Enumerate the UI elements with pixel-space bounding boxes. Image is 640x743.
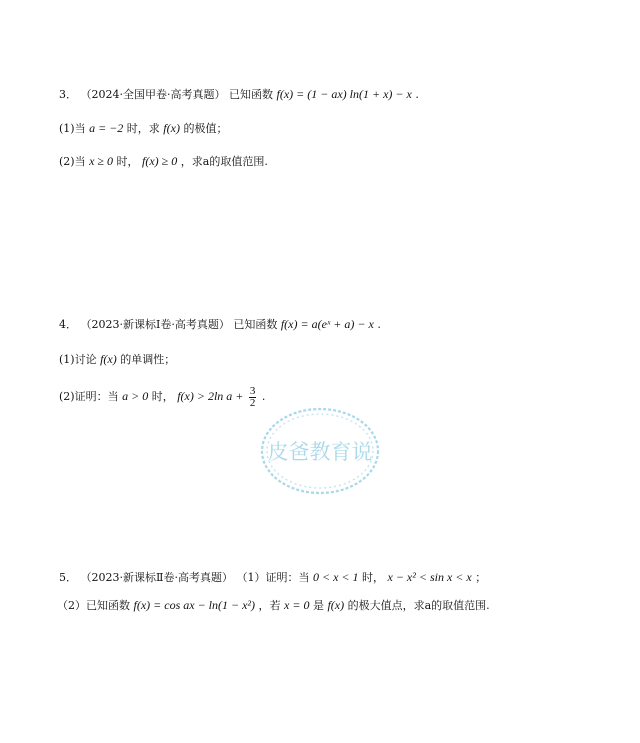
part-label: (2): [59, 155, 75, 168]
problem-4-header: [59, 316, 381, 333]
math-expr: x = 0: [284, 598, 310, 612]
problem-4-number: 4．: [59, 318, 77, 331]
problem-3-number: 3．: [59, 88, 77, 101]
watermark-text: 皮爸教育说: [267, 440, 373, 464]
problem-5-part-2: [57, 597, 490, 614]
part-label: （2）: [57, 599, 86, 612]
problem-5-number: 5．: [59, 571, 77, 584]
watermark-ellipse-icon: [258, 405, 382, 497]
part-text: 时，求: [126, 122, 160, 135]
part-label: （1）: [236, 571, 266, 584]
part-text: 时，: [116, 155, 139, 168]
problem-5-source: （2023·新课标Ⅱ卷·高考真题）: [80, 571, 233, 584]
part-text: ，求a的取值范围.: [180, 155, 268, 168]
problem-3-part-2: [59, 153, 268, 170]
fraction: [249, 386, 257, 409]
problem-3-header: [59, 86, 419, 103]
math-expr: 0 < x < 1: [312, 570, 359, 584]
part-text: ；: [475, 571, 487, 584]
part-label: (1): [59, 122, 75, 135]
math-expr: f(x): [327, 598, 345, 612]
math-expr: f(x) = cos ax − ln(1 − x²): [133, 598, 256, 612]
problem-3-function: f(x) = (1 − ax) ln(1 + x) − x: [276, 87, 412, 101]
problem-4-function: f(x) = a(eˣ + a) − x: [280, 317, 374, 331]
part-text: 的极大值点，求a的取值范围.: [347, 599, 490, 612]
fraction-numerator: 3: [249, 384, 256, 397]
math-expr: x ≥ 0: [89, 154, 114, 168]
problem-3-part-1: [59, 120, 227, 137]
problem-4-part-1: [59, 351, 175, 368]
part-text: 当: [74, 122, 86, 135]
fraction-denominator: 2: [249, 396, 256, 409]
part-text: 的单调性；: [120, 353, 176, 366]
problem-3-end: .: [415, 88, 419, 101]
problem-4-part-2: [59, 383, 265, 410]
math-expr: f(x) ≥ 0: [142, 154, 178, 168]
problem-3-intro: 已知函数: [229, 88, 273, 101]
problem-4-intro: 已知函数: [233, 318, 278, 331]
part-text: 是: [312, 599, 324, 612]
problem-5-header: [59, 569, 486, 586]
math-expr: a > 0: [122, 389, 149, 403]
part-text: 时，: [151, 390, 174, 403]
part-text: .: [261, 390, 266, 403]
part-text: 时，: [362, 571, 384, 584]
math-expr: f(x): [100, 352, 117, 366]
problem-4-source: （2023·新课标Ⅰ卷·高考真题）: [80, 318, 230, 331]
math-expr: a = −2: [89, 121, 124, 135]
math-expr: x − x² < sin x < x: [387, 570, 472, 584]
part-label: (1): [59, 353, 75, 366]
part-text: 已知函数: [86, 599, 130, 612]
math-expr: f(x) > 2ln a +: [177, 389, 244, 403]
part-text: 证明：当: [74, 390, 119, 403]
part-text: 的极值；: [183, 122, 228, 135]
part-text: 当: [74, 155, 86, 168]
part-text: 证明：当: [265, 571, 310, 584]
part-label: (2): [59, 390, 75, 403]
problem-4-end: .: [377, 318, 381, 331]
part-text: ，若: [258, 599, 281, 612]
watermark-stamp: [258, 405, 382, 497]
math-expr: f(x): [163, 121, 180, 135]
problem-3-source: （2024·全国甲卷·高考真题）: [80, 88, 226, 101]
part-text: 讨论: [74, 353, 97, 366]
